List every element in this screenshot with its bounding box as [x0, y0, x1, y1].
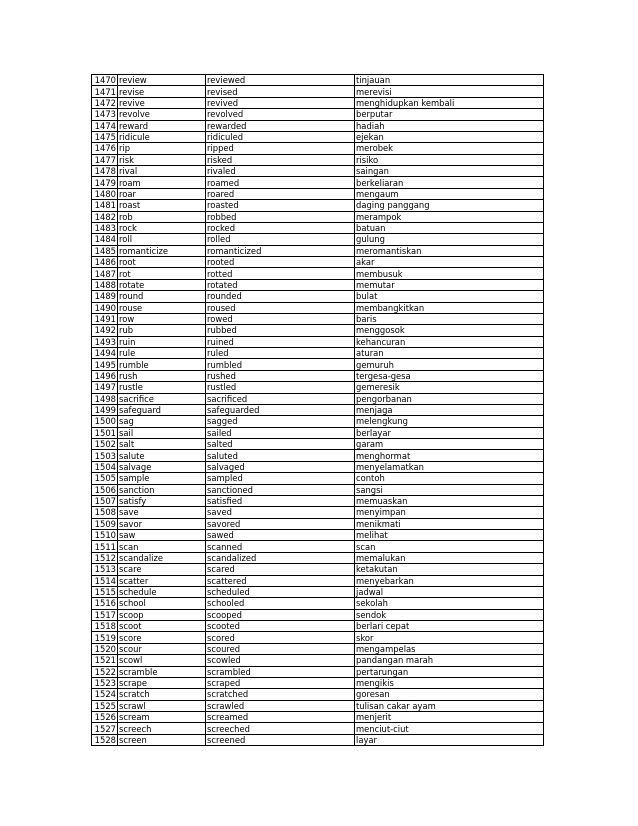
row-number-cell: 1484 [92, 234, 118, 245]
past-form-cell: rushed [206, 370, 355, 381]
meaning-cell: gemeresik [355, 382, 544, 393]
past-form-cell: sacrificed [206, 393, 355, 404]
row-number-cell: 1502 [92, 439, 118, 450]
table-row [92, 677, 544, 688]
vocabulary-table [91, 74, 544, 746]
meaning-cell: jadwal [355, 586, 544, 597]
base-verb-cell: risk [118, 154, 206, 165]
meaning-cell: ketakutan [355, 564, 544, 575]
table-row [92, 75, 544, 86]
table-row [92, 632, 544, 643]
past-form-cell: scrawled [206, 700, 355, 711]
past-form-cell: scowled [206, 655, 355, 666]
base-verb-cell: scatter [118, 575, 206, 586]
past-form-cell: sanctioned [206, 484, 355, 495]
row-number-cell: 1473 [92, 109, 118, 120]
row-number-cell: 1482 [92, 211, 118, 222]
table-row [92, 518, 544, 529]
past-form-cell: savored [206, 518, 355, 529]
row-number-cell: 1501 [92, 427, 118, 438]
table-row [92, 200, 544, 211]
base-verb-cell: revive [118, 97, 206, 108]
meaning-cell: menciut-ciut [355, 723, 544, 734]
row-number-cell: 1521 [92, 655, 118, 666]
base-verb-cell: row [118, 313, 206, 324]
past-form-cell: revolved [206, 109, 355, 120]
table-row [92, 416, 544, 427]
table-row [92, 336, 544, 347]
meaning-cell: layar [355, 734, 544, 745]
past-form-cell: roasted [206, 200, 355, 211]
meaning-cell: goresan [355, 689, 544, 700]
base-verb-cell: roast [118, 200, 206, 211]
base-verb-cell: rouse [118, 302, 206, 313]
meaning-cell: saingan [355, 166, 544, 177]
base-verb-cell: round [118, 291, 206, 302]
row-number-cell: 1527 [92, 723, 118, 734]
meaning-cell: pengorbanan [355, 393, 544, 404]
meaning-cell: akar [355, 257, 544, 268]
base-verb-cell: scoot [118, 621, 206, 632]
table-row [92, 211, 544, 222]
base-verb-cell: rumble [118, 359, 206, 370]
past-form-cell: safeguarded [206, 404, 355, 415]
table-row [92, 257, 544, 268]
past-form-cell: screamed [206, 712, 355, 723]
row-number-cell: 1487 [92, 268, 118, 279]
row-number-cell: 1522 [92, 666, 118, 677]
row-number-cell: 1510 [92, 530, 118, 541]
meaning-cell: baris [355, 313, 544, 324]
base-verb-cell: review [118, 75, 206, 86]
table-row [92, 131, 544, 142]
past-form-cell: sagged [206, 416, 355, 427]
row-number-cell: 1506 [92, 484, 118, 495]
meaning-cell: tergesa-gesa [355, 370, 544, 381]
table-row [92, 234, 544, 245]
row-number-cell: 1526 [92, 712, 118, 723]
base-verb-cell: salvage [118, 461, 206, 472]
base-verb-cell: scour [118, 643, 206, 654]
base-verb-cell: reward [118, 120, 206, 131]
meaning-cell: menjaga [355, 404, 544, 415]
base-verb-cell: sag [118, 416, 206, 427]
meaning-cell: menikmati [355, 518, 544, 529]
past-form-cell: scooped [206, 609, 355, 620]
base-verb-cell: rob [118, 211, 206, 222]
meaning-cell: daging panggang [355, 200, 544, 211]
past-form-cell: scratched [206, 689, 355, 700]
meaning-cell: menjerit [355, 712, 544, 723]
row-number-cell: 1517 [92, 609, 118, 620]
table-row [92, 188, 544, 199]
meaning-cell: berputar [355, 109, 544, 120]
table-row [92, 325, 544, 336]
row-number-cell: 1480 [92, 188, 118, 199]
base-verb-cell: scandalize [118, 552, 206, 563]
past-form-cell: saved [206, 507, 355, 518]
table-row [92, 609, 544, 620]
meaning-cell: tinjauan [355, 75, 544, 86]
row-number-cell: 1516 [92, 598, 118, 609]
base-verb-cell: screen [118, 734, 206, 745]
table-row [92, 97, 544, 108]
meaning-cell: merobek [355, 143, 544, 154]
past-form-cell: reviewed [206, 75, 355, 86]
meaning-cell: memalukan [355, 552, 544, 563]
base-verb-cell: sanction [118, 484, 206, 495]
base-verb-cell: salt [118, 439, 206, 450]
base-verb-cell: sail [118, 427, 206, 438]
row-number-cell: 1496 [92, 370, 118, 381]
row-number-cell: 1479 [92, 177, 118, 188]
table-row [92, 484, 544, 495]
row-number-cell: 1500 [92, 416, 118, 427]
base-verb-cell: rub [118, 325, 206, 336]
meaning-cell: hadiah [355, 120, 544, 131]
table-row [92, 313, 544, 324]
past-form-cell: rustled [206, 382, 355, 393]
row-number-cell: 1486 [92, 257, 118, 268]
base-verb-cell: sample [118, 473, 206, 484]
meaning-cell: pandangan marah [355, 655, 544, 666]
past-form-cell: sailed [206, 427, 355, 438]
table-row [92, 495, 544, 506]
row-number-cell: 1475 [92, 131, 118, 142]
base-verb-cell: scowl [118, 655, 206, 666]
base-verb-cell: savor [118, 518, 206, 529]
table-row [92, 734, 544, 745]
meaning-cell: melengkung [355, 416, 544, 427]
vocabulary-table-body [92, 75, 544, 746]
past-form-cell: rocked [206, 222, 355, 233]
meaning-cell: contoh [355, 473, 544, 484]
table-row [92, 564, 544, 575]
past-form-cell: rowed [206, 313, 355, 324]
meaning-cell: menggosok [355, 325, 544, 336]
base-verb-cell: schedule [118, 586, 206, 597]
past-form-cell: roused [206, 302, 355, 313]
table-row [92, 666, 544, 677]
meaning-cell: berlayar [355, 427, 544, 438]
table-row [92, 120, 544, 131]
past-form-cell: scrambled [206, 666, 355, 677]
past-form-cell: rotted [206, 268, 355, 279]
past-form-cell: ruled [206, 348, 355, 359]
table-row [92, 393, 544, 404]
meaning-cell: bulat [355, 291, 544, 302]
base-verb-cell: scramble [118, 666, 206, 677]
table-row [92, 279, 544, 290]
row-number-cell: 1518 [92, 621, 118, 632]
meaning-cell: gemuruh [355, 359, 544, 370]
base-verb-cell: revolve [118, 109, 206, 120]
row-number-cell: 1477 [92, 154, 118, 165]
base-verb-cell: scrawl [118, 700, 206, 711]
row-number-cell: 1503 [92, 450, 118, 461]
base-verb-cell: rip [118, 143, 206, 154]
past-form-cell: roared [206, 188, 355, 199]
base-verb-cell: rival [118, 166, 206, 177]
base-verb-cell: scan [118, 541, 206, 552]
past-form-cell: ruined [206, 336, 355, 347]
row-number-cell: 1524 [92, 689, 118, 700]
meaning-cell: berkeliaran [355, 177, 544, 188]
table-row [92, 530, 544, 541]
row-number-cell: 1514 [92, 575, 118, 586]
row-number-cell: 1493 [92, 336, 118, 347]
row-number-cell: 1481 [92, 200, 118, 211]
past-form-cell: robbed [206, 211, 355, 222]
base-verb-cell: sacrifice [118, 393, 206, 404]
row-number-cell: 1520 [92, 643, 118, 654]
base-verb-cell: root [118, 257, 206, 268]
meaning-cell: gulung [355, 234, 544, 245]
past-form-cell: scanned [206, 541, 355, 552]
past-form-cell: scared [206, 564, 355, 575]
base-verb-cell: saw [118, 530, 206, 541]
row-number-cell: 1491 [92, 313, 118, 324]
past-form-cell: revived [206, 97, 355, 108]
table-row [92, 268, 544, 279]
meaning-cell: mengampelas [355, 643, 544, 654]
past-form-cell: ridiculed [206, 131, 355, 142]
table-row [92, 166, 544, 177]
meaning-cell: membusuk [355, 268, 544, 279]
table-row [92, 461, 544, 472]
meaning-cell: mengikis [355, 677, 544, 688]
table-row [92, 109, 544, 120]
row-number-cell: 1485 [92, 245, 118, 256]
row-number-cell: 1519 [92, 632, 118, 643]
row-number-cell: 1476 [92, 143, 118, 154]
table-row [92, 621, 544, 632]
base-verb-cell: romanticize [118, 245, 206, 256]
meaning-cell: melihat [355, 530, 544, 541]
meaning-cell: menghormat [355, 450, 544, 461]
meaning-cell: garam [355, 439, 544, 450]
table-row [92, 598, 544, 609]
meaning-cell: risiko [355, 154, 544, 165]
table-row [92, 154, 544, 165]
table-row [92, 370, 544, 381]
base-verb-cell: save [118, 507, 206, 518]
meaning-cell: berlari cepat [355, 621, 544, 632]
table-row [92, 439, 544, 450]
meaning-cell: menyebarkan [355, 575, 544, 586]
row-number-cell: 1488 [92, 279, 118, 290]
meaning-cell: merampok [355, 211, 544, 222]
table-row [92, 723, 544, 734]
table-row [92, 302, 544, 313]
table-row [92, 86, 544, 97]
table-row [92, 689, 544, 700]
past-form-cell: risked [206, 154, 355, 165]
table-row [92, 143, 544, 154]
meaning-cell: menghidupkan kembali [355, 97, 544, 108]
past-form-cell: rooted [206, 257, 355, 268]
past-form-cell: rounded [206, 291, 355, 302]
row-number-cell: 1505 [92, 473, 118, 484]
meaning-cell: menyimpan [355, 507, 544, 518]
meaning-cell: menyelamatkan [355, 461, 544, 472]
base-verb-cell: scrape [118, 677, 206, 688]
table-row [92, 404, 544, 415]
row-number-cell: 1513 [92, 564, 118, 575]
meaning-cell: merevisi [355, 86, 544, 97]
row-number-cell: 1470 [92, 75, 118, 86]
base-verb-cell: roam [118, 177, 206, 188]
past-form-cell: romanticized [206, 245, 355, 256]
past-form-cell: satisfied [206, 495, 355, 506]
table-row [92, 643, 544, 654]
base-verb-cell: roll [118, 234, 206, 245]
table-row [92, 575, 544, 586]
row-number-cell: 1528 [92, 734, 118, 745]
row-number-cell: 1474 [92, 120, 118, 131]
meaning-cell: aturan [355, 348, 544, 359]
meaning-cell: kehancuran [355, 336, 544, 347]
past-form-cell: scooted [206, 621, 355, 632]
base-verb-cell: school [118, 598, 206, 609]
row-number-cell: 1490 [92, 302, 118, 313]
past-form-cell: rolled [206, 234, 355, 245]
past-form-cell: schooled [206, 598, 355, 609]
past-form-cell: saluted [206, 450, 355, 461]
table-row [92, 586, 544, 597]
meaning-cell: mengaum [355, 188, 544, 199]
base-verb-cell: rot [118, 268, 206, 279]
table-row [92, 348, 544, 359]
row-number-cell: 1515 [92, 586, 118, 597]
table-row [92, 655, 544, 666]
base-verb-cell: rustle [118, 382, 206, 393]
past-form-cell: roamed [206, 177, 355, 188]
past-form-cell: scored [206, 632, 355, 643]
table-row [92, 552, 544, 563]
row-number-cell: 1508 [92, 507, 118, 518]
base-verb-cell: ruin [118, 336, 206, 347]
row-number-cell: 1483 [92, 222, 118, 233]
past-form-cell: salvaged [206, 461, 355, 472]
row-number-cell: 1512 [92, 552, 118, 563]
row-number-cell: 1498 [92, 393, 118, 404]
past-form-cell: scandalized [206, 552, 355, 563]
table-row [92, 473, 544, 484]
past-form-cell: screened [206, 734, 355, 745]
meaning-cell: skor [355, 632, 544, 643]
meaning-cell: batuan [355, 222, 544, 233]
table-row [92, 359, 544, 370]
table-row [92, 222, 544, 233]
meaning-cell: pertarungan [355, 666, 544, 677]
meaning-cell: scan [355, 541, 544, 552]
row-number-cell: 1478 [92, 166, 118, 177]
meaning-cell: sekolah [355, 598, 544, 609]
past-form-cell: scraped [206, 677, 355, 688]
table-row [92, 541, 544, 552]
table-row [92, 427, 544, 438]
table-row [92, 291, 544, 302]
row-number-cell: 1497 [92, 382, 118, 393]
past-form-cell: revised [206, 86, 355, 97]
meaning-cell: sendok [355, 609, 544, 620]
table-row [92, 712, 544, 723]
base-verb-cell: score [118, 632, 206, 643]
base-verb-cell: scratch [118, 689, 206, 700]
row-number-cell: 1495 [92, 359, 118, 370]
base-verb-cell: rock [118, 222, 206, 233]
meaning-cell: meromantiskan [355, 245, 544, 256]
row-number-cell: 1472 [92, 97, 118, 108]
table-row [92, 507, 544, 518]
row-number-cell: 1499 [92, 404, 118, 415]
past-form-cell: scattered [206, 575, 355, 586]
base-verb-cell: roar [118, 188, 206, 199]
meaning-cell: ejekan [355, 131, 544, 142]
table-row [92, 382, 544, 393]
table-row [92, 245, 544, 256]
base-verb-cell: scream [118, 712, 206, 723]
row-number-cell: 1509 [92, 518, 118, 529]
table-row [92, 450, 544, 461]
base-verb-cell: revise [118, 86, 206, 97]
row-number-cell: 1494 [92, 348, 118, 359]
past-form-cell: sawed [206, 530, 355, 541]
meaning-cell: memuaskan [355, 495, 544, 506]
past-form-cell: rivaled [206, 166, 355, 177]
meaning-cell: sangsi [355, 484, 544, 495]
past-form-cell: scoured [206, 643, 355, 654]
base-verb-cell: scare [118, 564, 206, 575]
past-form-cell: salted [206, 439, 355, 450]
base-verb-cell: satisfy [118, 495, 206, 506]
base-verb-cell: safeguard [118, 404, 206, 415]
past-form-cell: rubbed [206, 325, 355, 336]
past-form-cell: scheduled [206, 586, 355, 597]
past-form-cell: sampled [206, 473, 355, 484]
base-verb-cell: rule [118, 348, 206, 359]
base-verb-cell: screech [118, 723, 206, 734]
base-verb-cell: rotate [118, 279, 206, 290]
base-verb-cell: rush [118, 370, 206, 381]
meaning-cell: tulisan cakar ayam [355, 700, 544, 711]
meaning-cell: membangkitkan [355, 302, 544, 313]
past-form-cell: rewarded [206, 120, 355, 131]
past-form-cell: rumbled [206, 359, 355, 370]
past-form-cell: screeched [206, 723, 355, 734]
base-verb-cell: scoop [118, 609, 206, 620]
row-number-cell: 1507 [92, 495, 118, 506]
row-number-cell: 1504 [92, 461, 118, 472]
row-number-cell: 1511 [92, 541, 118, 552]
row-number-cell: 1492 [92, 325, 118, 336]
base-verb-cell: salute [118, 450, 206, 461]
past-form-cell: rotated [206, 279, 355, 290]
past-form-cell: ripped [206, 143, 355, 154]
meaning-cell: memutar [355, 279, 544, 290]
row-number-cell: 1523 [92, 677, 118, 688]
row-number-cell: 1525 [92, 700, 118, 711]
table-row [92, 700, 544, 711]
row-number-cell: 1489 [92, 291, 118, 302]
table-row [92, 177, 544, 188]
base-verb-cell: ridicule [118, 131, 206, 142]
row-number-cell: 1471 [92, 86, 118, 97]
